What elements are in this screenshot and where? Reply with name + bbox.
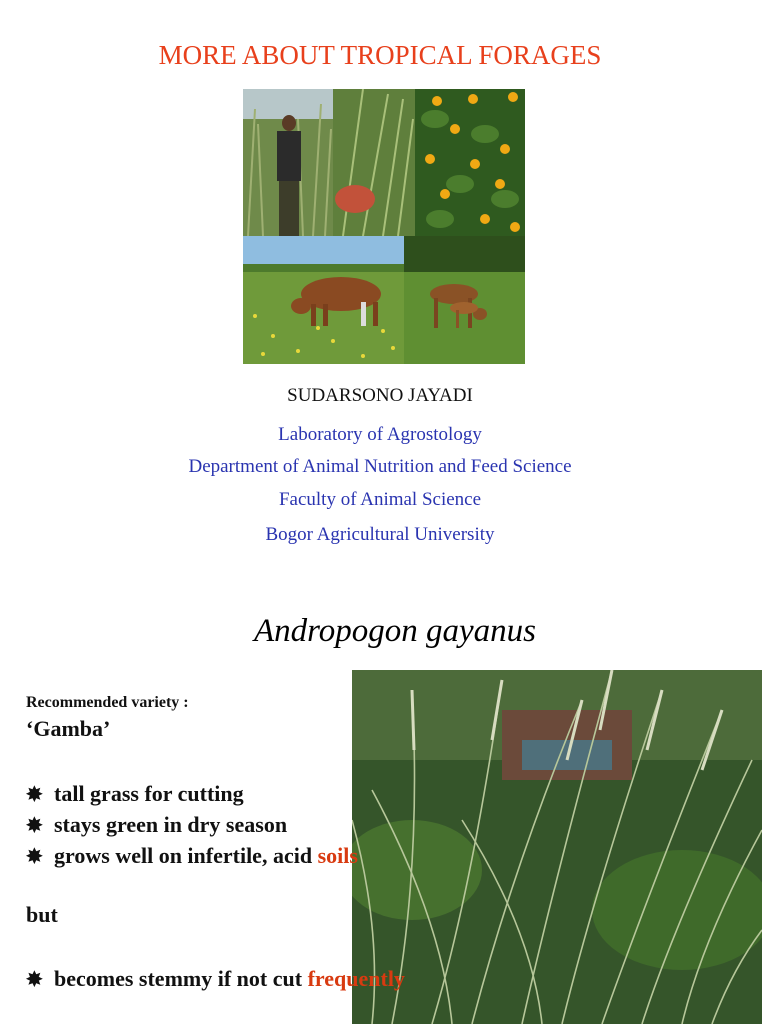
person-in-grass-photo: [243, 89, 333, 236]
affiliation-department: Department of Animal Nutrition and Feed Science: [188, 456, 572, 477]
species-heading: Andropogon gayanus: [253, 613, 536, 649]
bullet-item: [26, 964, 405, 995]
affiliation-laboratory: Laboratory of Agrostology: [278, 424, 482, 445]
asterisk-bullet-icon: ✸: [26, 815, 43, 837]
bullet-item: [26, 841, 358, 872]
highlight-word: soils: [317, 843, 358, 868]
affiliation-university: Bogor Agricultural University: [265, 524, 495, 545]
bullet-text: tall grass for cutting: [54, 781, 244, 806]
recommended-variety-label: Recommended variety :: [26, 694, 189, 711]
yellow-flower-legume-photo: [415, 89, 525, 236]
cow-grazing-photo: [243, 236, 404, 364]
bullet-text: becomes stemmy if not cut: [54, 966, 308, 991]
highlight-word: frequently: [307, 966, 405, 991]
asterisk-bullet-icon: ✸: [26, 969, 43, 991]
affiliation-faculty: Faculty of Animal Science: [278, 489, 482, 510]
andropogon-grass-photo: [352, 670, 762, 1024]
author-name: SUDARSONO JAYADI: [287, 385, 473, 406]
asterisk-bullet-icon: ✸: [26, 784, 43, 806]
page-title: MORE ABOUT TROPICAL FORAGES: [158, 40, 602, 70]
grass-closeup-photo: [333, 89, 415, 236]
bullet-item: [26, 810, 287, 841]
asterisk-bullet-icon: ✸: [26, 846, 43, 868]
horses-grazing-photo: [404, 236, 525, 364]
but-text: but: [26, 902, 58, 927]
bullet-text: stays green in dry season: [54, 812, 288, 837]
forage-photo-collage: [243, 89, 525, 364]
bullet-text: grows well on infertile, acid: [54, 843, 318, 868]
variety-name: ‘Gamba’: [26, 716, 111, 741]
bullet-item: [26, 779, 244, 810]
